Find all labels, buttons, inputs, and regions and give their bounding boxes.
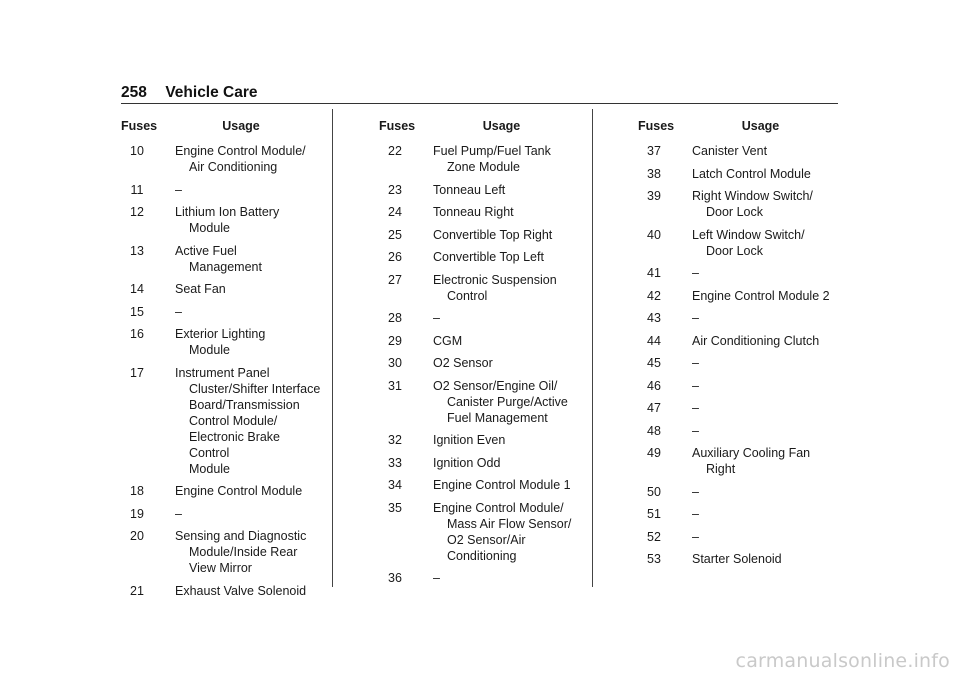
fuse-usage xyxy=(670,227,805,259)
fuse-number: 27 xyxy=(388,272,402,287)
usage-line: – xyxy=(175,506,182,521)
fuse-number: 50 xyxy=(647,484,661,499)
table-row xyxy=(638,333,843,349)
fuse-usage xyxy=(670,506,699,522)
usage-line: O2 Sensor/Engine Oil/ xyxy=(433,378,558,393)
table-row xyxy=(379,570,584,586)
usage-line: O2 Sensor xyxy=(433,356,493,370)
fuse-rows xyxy=(379,143,584,586)
fuse-number: 44 xyxy=(647,333,661,348)
usage-line: – xyxy=(692,529,699,544)
usage-line: – xyxy=(692,378,699,393)
usage-line: Control xyxy=(447,288,488,303)
table-row xyxy=(638,400,843,416)
table-row xyxy=(638,529,843,545)
fuses-header: Fuses xyxy=(638,119,675,133)
fuse-number: 16 xyxy=(130,327,144,341)
fuse-number: 38 xyxy=(647,166,661,181)
fuse-usage xyxy=(153,583,306,599)
usage-line: View Mirror xyxy=(189,561,252,575)
column-divider xyxy=(592,109,593,587)
table-header xyxy=(379,118,584,134)
table-row xyxy=(638,484,843,500)
table-row xyxy=(379,310,584,326)
usage-line: Lithium Ion Battery xyxy=(175,205,280,219)
table-row xyxy=(379,249,584,265)
table-row xyxy=(379,204,584,220)
usage-header: Usage xyxy=(741,119,780,133)
fuse-number: 17 xyxy=(130,365,144,380)
fuse-usage xyxy=(670,333,819,349)
page-header xyxy=(121,84,258,102)
fuse-usage xyxy=(411,310,440,326)
fuse-number: 31 xyxy=(388,378,402,393)
fuse-number: 33 xyxy=(388,455,402,470)
fuse-usage xyxy=(670,400,699,416)
fuse-usage xyxy=(411,143,551,175)
usage-line: Instrument Panel xyxy=(175,365,270,380)
usage-line: – xyxy=(433,571,440,585)
usage-line: – xyxy=(692,311,699,325)
usage-line: – xyxy=(692,484,699,499)
usage-line: Canister Purge/Active xyxy=(447,394,568,409)
usage-line: Engine Control Module 1 xyxy=(433,478,571,492)
fuse-number: 48 xyxy=(647,423,661,438)
table-row xyxy=(379,227,584,243)
usage-line: Air Conditioning Clutch xyxy=(692,333,820,348)
usage-line: Control Module/ xyxy=(189,413,278,428)
fuse-usage xyxy=(670,288,830,304)
usage-line: O2 Sensor/Air xyxy=(447,532,526,547)
table-row xyxy=(638,355,843,371)
usage-line: – xyxy=(692,266,699,280)
fuse-usage xyxy=(670,484,699,500)
fuse-usage xyxy=(153,365,321,477)
usage-line: Seat Fan xyxy=(175,282,226,296)
fuse-rows xyxy=(121,143,321,599)
fuse-usage xyxy=(411,500,571,564)
fuse-number: 39 xyxy=(647,189,661,203)
usage-line: Door Lock xyxy=(706,205,763,219)
usage-line: – xyxy=(692,356,699,370)
table-row xyxy=(121,281,321,297)
usage-line: Starter Solenoid xyxy=(692,552,782,566)
table-row xyxy=(379,143,584,175)
fuse-usage xyxy=(153,304,182,320)
fuse-usage xyxy=(411,378,568,426)
table-row xyxy=(379,477,584,493)
fuse-usage xyxy=(153,326,265,358)
fuse-number: 37 xyxy=(647,144,661,158)
table-row xyxy=(379,500,584,564)
usage-line: Engine Control Module/ xyxy=(175,144,306,158)
usage-header: Usage xyxy=(482,119,521,133)
usage-line: Exhaust Valve Solenoid xyxy=(175,583,307,598)
usage-line: Electronic Brake Control xyxy=(189,429,281,460)
fuse-number: 49 xyxy=(647,446,661,460)
fuse-usage xyxy=(670,143,767,159)
usage-line: Convertible Top Left xyxy=(433,250,544,264)
fuse-table-column-3 xyxy=(638,118,843,574)
usage-line: Tonneau Left xyxy=(433,182,506,197)
fuse-number: 23 xyxy=(388,182,402,197)
fuse-number: 26 xyxy=(388,250,402,264)
usage-line: CGM xyxy=(433,333,463,348)
fuse-number: 15 xyxy=(130,304,144,319)
fuse-usage xyxy=(411,182,505,198)
usage-line: – xyxy=(692,423,699,438)
table-row xyxy=(121,365,321,477)
table-row xyxy=(379,182,584,198)
table-row xyxy=(638,227,843,259)
fuse-number: 40 xyxy=(647,227,661,242)
usage-line: Ignition Even xyxy=(433,433,506,447)
fuse-usage xyxy=(153,281,226,297)
table-row xyxy=(379,432,584,448)
usage-line: Right xyxy=(706,462,736,476)
fuses-header: Fuses xyxy=(121,119,158,133)
fuse-number: 52 xyxy=(647,529,661,544)
table-row xyxy=(379,378,584,426)
fuse-number: 11 xyxy=(130,182,144,197)
table-row xyxy=(121,204,321,236)
fuse-number: 14 xyxy=(130,282,144,296)
table-row xyxy=(379,355,584,371)
fuse-number: 13 xyxy=(130,243,144,258)
table-row xyxy=(121,583,321,599)
table-row xyxy=(638,506,843,522)
fuse-number: 34 xyxy=(388,478,402,492)
fuse-usage xyxy=(670,355,699,371)
fuse-number: 18 xyxy=(130,484,144,498)
usage-line: Exterior Lighting xyxy=(175,327,266,341)
table-row xyxy=(121,528,321,576)
watermark: carmanualsonline.info xyxy=(735,650,950,672)
usage-line: Module xyxy=(189,343,230,357)
table-row xyxy=(638,378,843,394)
fuse-number: 28 xyxy=(388,311,402,325)
usage-line: Board/Transmission xyxy=(189,397,300,412)
fuse-usage xyxy=(670,166,811,182)
fuse-number: 19 xyxy=(130,506,144,521)
usage-line: Ignition Odd xyxy=(433,455,501,470)
usage-line: Fuel Pump/Fuel Tank xyxy=(433,144,551,158)
fuse-number: 25 xyxy=(388,227,402,242)
fuse-usage xyxy=(670,551,782,567)
fuse-table-column-1 xyxy=(121,118,321,605)
usage-line: Electronic Suspension xyxy=(433,272,557,287)
usage-line: – xyxy=(175,304,182,319)
fuses-header: Fuses xyxy=(379,119,416,133)
usage-line: Door Lock xyxy=(706,243,763,258)
fuse-usage xyxy=(153,483,302,499)
fuse-number: 21 xyxy=(130,583,144,598)
table-row xyxy=(121,243,321,275)
fuse-rows xyxy=(638,143,843,567)
fuse-usage xyxy=(411,432,505,448)
usage-line: Cluster/Shifter Interface xyxy=(189,381,321,396)
fuse-number: 41 xyxy=(647,266,661,280)
usage-line: – xyxy=(692,401,699,415)
usage-line: Tonneau Right xyxy=(433,205,514,219)
fuse-usage xyxy=(153,528,306,576)
table-header xyxy=(638,118,843,134)
column-divider xyxy=(332,109,333,587)
usage-header: Usage xyxy=(222,119,260,133)
table-row xyxy=(121,483,321,499)
usage-line: Left Window Switch/ xyxy=(692,227,805,242)
fuse-number: 36 xyxy=(388,571,402,585)
usage-line: Management xyxy=(189,259,262,274)
table-row xyxy=(638,445,843,477)
fuse-number: 32 xyxy=(388,433,402,447)
fuse-usage xyxy=(670,310,699,326)
usage-line: Engine Control Module 2 xyxy=(692,288,830,303)
fuse-number: 30 xyxy=(388,356,402,370)
table-row xyxy=(121,182,321,198)
fuse-number: 42 xyxy=(647,288,661,303)
table-row xyxy=(638,288,843,304)
fuse-usage xyxy=(153,143,306,175)
usage-line: Right Window Switch/ xyxy=(692,189,813,203)
fuse-usage xyxy=(670,265,699,281)
usage-line: Canister Vent xyxy=(692,144,768,158)
fuse-usage xyxy=(411,204,514,220)
fuse-usage xyxy=(153,506,182,522)
fuse-usage xyxy=(411,249,544,265)
table-row xyxy=(638,166,843,182)
usage-line: Sensing and Diagnostic xyxy=(175,529,307,543)
table-row xyxy=(379,455,584,471)
usage-line: – xyxy=(175,182,182,197)
table-header xyxy=(121,118,321,134)
table-row xyxy=(638,310,843,326)
usage-line: Latch Control Module xyxy=(692,166,811,181)
fuse-usage xyxy=(411,333,462,349)
fuse-number: 35 xyxy=(388,500,402,515)
fuse-usage xyxy=(411,570,440,586)
table-row xyxy=(121,506,321,522)
fuse-usage xyxy=(411,272,557,304)
usage-line: Convertible Top Right xyxy=(433,227,553,242)
table-row xyxy=(121,326,321,358)
fuse-number: 22 xyxy=(388,144,402,158)
table-row xyxy=(638,265,843,281)
fuse-usage xyxy=(411,355,493,371)
fuse-usage xyxy=(670,188,813,220)
fuse-number: 46 xyxy=(647,378,661,393)
usage-line: Engine Control Module/ xyxy=(433,500,564,515)
usage-line: Auxiliary Cooling Fan xyxy=(692,446,811,460)
table-row xyxy=(638,143,843,159)
fuse-number: 51 xyxy=(647,507,661,521)
table-row xyxy=(379,333,584,349)
fuse-usage xyxy=(670,529,699,545)
fuse-number: 24 xyxy=(388,205,402,219)
fuse-number: 29 xyxy=(388,333,402,348)
usage-line: Active Fuel xyxy=(175,243,237,258)
table-row xyxy=(638,423,843,439)
fuse-number: 10 xyxy=(130,144,144,158)
table-row xyxy=(638,551,843,567)
fuse-number: 43 xyxy=(647,311,661,325)
usage-line: Module xyxy=(189,221,230,235)
fuse-table-column-2 xyxy=(379,118,584,593)
fuse-usage xyxy=(670,378,699,394)
fuse-usage xyxy=(411,477,571,493)
fuse-number: 47 xyxy=(647,401,661,415)
usage-line: Conditioning xyxy=(447,548,517,563)
fuse-usage xyxy=(670,423,699,439)
table-row xyxy=(121,143,321,175)
table-row xyxy=(379,272,584,304)
table-row xyxy=(121,304,321,320)
fuse-usage xyxy=(153,204,279,236)
section-title: Vehicle Care xyxy=(165,84,258,101)
usage-line: – xyxy=(433,311,440,325)
header-rule xyxy=(121,103,838,104)
usage-line: Air Conditioning xyxy=(189,160,278,174)
usage-line: Mass Air Flow Sensor/ xyxy=(447,516,572,531)
usage-line: Module xyxy=(189,461,230,476)
fuse-number: 53 xyxy=(647,552,661,566)
fuse-usage xyxy=(411,227,552,243)
usage-line: Module/Inside Rear xyxy=(189,545,298,559)
usage-line: Engine Control Module xyxy=(175,484,303,498)
fuse-usage xyxy=(153,243,262,275)
usage-line: Fuel Management xyxy=(447,410,548,425)
fuse-number: 45 xyxy=(647,356,661,370)
usage-line: – xyxy=(692,507,699,521)
fuse-usage xyxy=(153,182,182,198)
usage-line: Zone Module xyxy=(447,160,520,174)
page-number: 258 xyxy=(121,84,147,101)
fuse-number: 12 xyxy=(130,205,144,219)
fuse-usage xyxy=(411,455,500,471)
table-row xyxy=(638,188,843,220)
fuse-usage xyxy=(670,445,810,477)
fuse-number: 20 xyxy=(130,529,144,543)
